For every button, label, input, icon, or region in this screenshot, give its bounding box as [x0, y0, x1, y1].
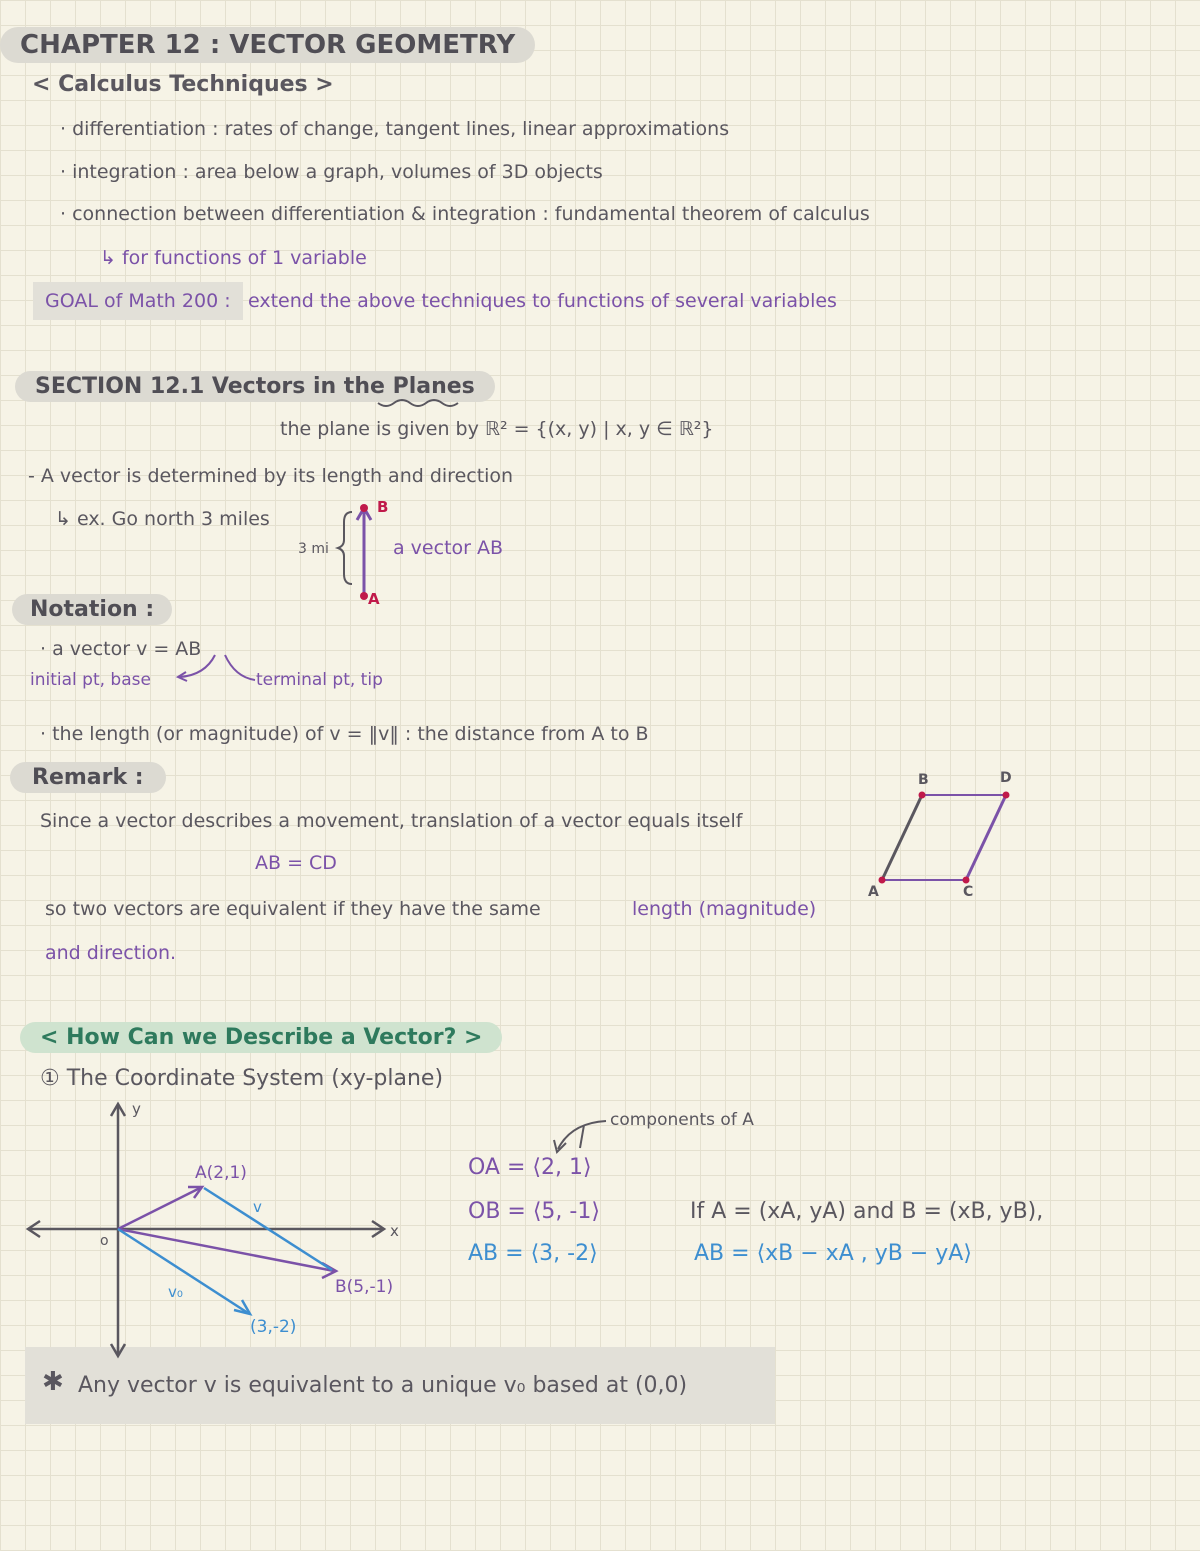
para-point-d: D	[1000, 770, 1012, 786]
remark-line3: and direction.	[45, 942, 177, 964]
single-variable-note: ↳ for functions of 1 variable	[100, 247, 367, 269]
para-point-b: B	[918, 772, 929, 788]
y-axis-label: y	[132, 1100, 141, 1118]
components-note: components of A	[610, 1110, 754, 1130]
point-a-label: A	[368, 590, 380, 608]
para-dot-c	[963, 877, 970, 884]
para-dot-d	[1003, 792, 1010, 799]
vector-definition: - A vector is determined by its length and direction	[28, 465, 514, 487]
example-text: ↳ ex. Go north 3 miles	[55, 508, 270, 530]
notation-title: Notation :	[12, 594, 172, 625]
chapter-title: CHAPTER 12 : VECTOR GEOMETRY	[0, 27, 535, 63]
initial-arrow	[180, 655, 215, 677]
origin-label: o	[100, 1233, 109, 1249]
oa-components: OA = ⟨2, 1⟩	[468, 1155, 592, 1180]
terminal-point-label: terminal pt, tip	[256, 670, 383, 690]
goal-text: extend the above techniques to functions of several variables	[248, 290, 837, 312]
vector-v-label: v	[253, 1198, 262, 1216]
x-axis-label: x	[390, 1222, 399, 1240]
key-note-text: Any vector v is equivalent to a unique v₀ based at (0,0)	[78, 1373, 688, 1398]
ab-components: AB = ⟨3, -2⟩	[468, 1241, 598, 1266]
goal-label: GOAL of Math 200 :	[45, 290, 231, 312]
bullet-connection: · connection between differentiation & integration : fundamental theorem of calculus	[60, 203, 870, 225]
initial-point-label: initial pt, base	[30, 670, 151, 690]
para-point-c: C	[963, 884, 974, 900]
coordinate-system-subheading: ① The Coordinate System (xy-plane)	[40, 1066, 444, 1091]
calculus-heading: < Calculus Techniques >	[32, 72, 334, 97]
remark-line2: so two vectors are equivalent if they have the same	[45, 898, 541, 920]
point-b-label: B	[377, 498, 389, 516]
remark-equation: AB = CD	[255, 852, 337, 874]
remark-title: Remark :	[10, 762, 166, 793]
plane-definition: the plane is given by ℝ² = {(x, y) | x, y ∈ ℝ²}	[280, 418, 714, 440]
point-a-coord: A(2,1)	[195, 1163, 247, 1183]
point-b-dot	[360, 504, 368, 512]
arrowhead-v0	[234, 1300, 250, 1314]
remark-line1: Since a vector describes a movement, translation of a vector equals itself	[40, 810, 743, 832]
terminal-arrow	[225, 655, 255, 680]
ob-components: OB = ⟨5, -1⟩	[468, 1199, 600, 1224]
brace-3mi	[338, 512, 352, 584]
bullet-differentiation: · differentiation : rates of change, tangent lines, linear approximations	[60, 118, 730, 140]
star-icon: ✱	[42, 1367, 64, 1397]
general-ab: AB = ⟨xB − xA , yB − yA⟩	[694, 1241, 972, 1266]
components-tick	[580, 1125, 584, 1148]
vector-v0-label: v₀	[168, 1283, 183, 1301]
notation-length: · the length (or magnitude) of v = ‖v‖ : the distance from A to B	[40, 723, 649, 745]
planes-underline	[378, 400, 458, 406]
point-b-coord: B(5,-1)	[335, 1277, 394, 1297]
brace-label: 3 mi	[298, 541, 329, 557]
general-points: If A = (xA, yA) and B = (xB, yB),	[690, 1199, 1044, 1224]
vector-ab-label: a vector AB	[393, 537, 504, 559]
para-cd	[966, 795, 1006, 880]
para-point-a: A	[868, 884, 879, 900]
point-a-dot	[360, 592, 368, 600]
para-dot-a	[879, 877, 886, 884]
remark-highlight: length (magnitude)	[632, 898, 817, 920]
para-dot-b	[919, 792, 926, 799]
para-ab	[882, 795, 922, 880]
section-title: SECTION 12.1 Vectors in the Planes	[15, 371, 495, 402]
notation-vector: · a vector v = AB	[40, 638, 202, 660]
vector-oa	[118, 1188, 200, 1229]
describe-heading: < How Can we Describe a Vector? >	[20, 1022, 502, 1053]
bullet-integration: · integration : area below a graph, volumes of 3D objects	[60, 161, 603, 183]
point-v0-coord: (3,-2)	[250, 1317, 297, 1337]
